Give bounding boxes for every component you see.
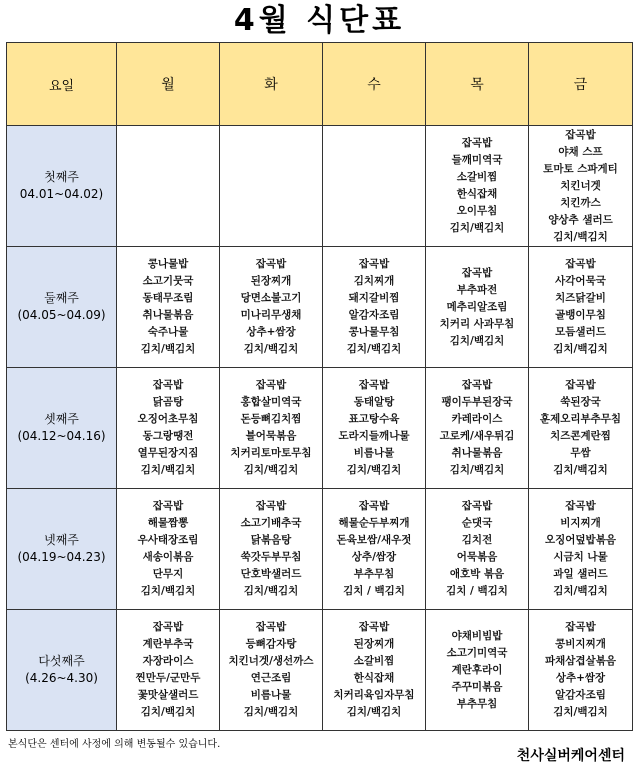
menu-item: 무쌈 [570,447,591,459]
menu-item: 비름나물 [250,689,292,701]
menu-item: 단호박샐러드 [240,568,302,580]
menu-item: 잡곡밥 [152,500,184,512]
header-tue: 화 [220,43,323,126]
week-range: (04.19~04.23) [17,550,106,564]
menu-item: 주꾸미볶음 [451,680,503,693]
week-label-cell [7,489,117,610]
menu-cell [220,247,323,368]
menu-item: 들깨미역국 [451,154,503,166]
menu-item: 김치전 [461,534,493,546]
menu-item: 야채 스프 [558,145,603,158]
week-name: 둘째주 [44,291,79,305]
menu-item: 잡곡밥 [565,258,596,270]
menu-cell [117,368,220,489]
menu-item: 동태무조림 [142,292,194,304]
week-name: 넷째주 [44,533,79,547]
menu-item: 상추/쌈장 [351,551,397,563]
week-range: (04.05~04.09) [17,308,106,322]
menu-item: 찐만두/군만두 [135,672,201,684]
menu-item: 김치/백김치 [140,706,196,718]
menu-item: 김치/백김치 [243,585,299,597]
menu-item: 계란후라이 [451,663,503,676]
menu-item: 김치/백김치 [449,334,505,347]
menu-item: 우사태장조림 [137,534,199,546]
menu-item: 취나물볶음 [142,309,194,321]
menu-item: 팽이두부된장국 [441,396,513,408]
menu-item: 치킨너겟/생선까스 [228,655,314,667]
menu-item: 김치/백김치 [243,343,299,355]
menu-item: 고로케/새우튀김 [439,430,515,442]
menu-item: 김치/백김치 [140,464,196,476]
week-row [7,126,633,247]
menu-item: 돼지갈비찜 [348,292,400,304]
menu-cell [426,126,529,247]
menu-item: 김치/백김치 [553,230,608,243]
menu-item: 콩비지찌개 [555,638,606,650]
week-row [7,368,633,489]
menu-item: 김치/백김치 [553,464,608,476]
menu-item: 김치 / 백김치 [343,585,405,597]
menu-item: 김치 / 백김치 [446,585,508,597]
menu-item: 잡곡밥 [152,379,184,391]
menu-item: 야채비빔밥 [451,629,503,642]
header-thu: 목 [426,43,529,126]
week-name: 셋째주 [44,412,79,426]
menu-item: 잡곡밥 [461,379,493,391]
week-name: 다섯째주 [38,654,85,668]
menu-item: 동태알탕 [353,396,395,408]
menu-item: 블어묵볶음 [245,430,297,442]
menu-item: 소갈비찜 [456,171,498,183]
menu-item: 잡곡밥 [565,128,596,141]
week-label-cell [7,610,117,731]
menu-item: 치커리육임자무침 [333,689,415,701]
menu-item: 비지찌개 [560,517,601,529]
week-range: 04.01~04.02) [19,187,104,201]
menu-cell [323,368,426,489]
menu-cell [220,368,323,489]
menu-cell [529,368,633,489]
menu-item: 해물순두부찌개 [338,517,410,529]
menu-item: 숙주나물 [147,326,189,338]
menu-item: 김치/백김치 [449,222,505,234]
menu-item: 시금치 나물 [553,551,608,563]
menu-item: 잡곡밥 [255,379,287,391]
menu-item: 부추파전 [456,283,498,296]
menu-item: 김치찌개 [353,275,395,287]
week-range: (4.26~4.30) [25,671,98,685]
menu-item: 메추리알조림 [446,300,508,313]
notice-text: 본식단은 센터에 사정에 의해 변동될수 있습니다. [8,739,221,750]
menu-item: 치킨너겟 [560,179,601,192]
menu-item: 순댓국 [461,517,493,529]
menu-cell [323,489,426,610]
menu-cell [117,247,220,368]
menu-item: 취나물볶음 [451,447,503,459]
menu-item: 김치/백김치 [140,343,196,355]
menu-cell [426,368,529,489]
menu-item: 상추+쌈장 [555,672,606,684]
menu-item: 한식잡채 [353,672,395,684]
menu-item: 치커리토마토무침 [230,447,312,459]
menu-item: 골뱅이무침 [555,309,606,321]
menu-item: 치즈닭갈비 [555,292,606,304]
menu-item: 오징어덮밥볶음 [544,534,616,546]
menu-item: 상추+쌈장 [246,326,296,338]
menu-item: 어묵볶음 [456,551,498,563]
menu-item: 잡곡밥 [152,621,184,633]
menu-item: 동그랑땡전 [142,430,194,442]
menu-item: 소고기배추국 [240,517,302,529]
menu-item: 김치/백김치 [346,706,402,718]
week-row [7,610,633,731]
menu-item: 잡곡밥 [565,379,596,391]
menu-cell [117,126,220,247]
menu-cell [220,489,323,610]
menu-cell [426,247,529,368]
menu-cell [117,489,220,610]
menu-item: 소갈비찜 [353,655,395,667]
menu-cell [323,126,426,247]
menu-item: 새송이볶음 [142,551,194,563]
menu-item: 잡곡밥 [461,137,493,149]
menu-cell [323,610,426,731]
menu-item: 자장라이스 [142,655,194,667]
menu-cell [426,489,529,610]
menu-item: 잡곡밥 [358,258,390,270]
menu-cell [220,126,323,247]
menu-cell [529,489,633,610]
menu-cell [117,610,220,731]
menu-item: 한식잡채 [456,188,498,200]
week-row [7,247,633,368]
menu-item: 잡곡밥 [358,379,390,391]
menu-item: 잡곡밥 [461,266,493,279]
day-label-header: 요일 [7,43,117,126]
menu-item: 잡곡밥 [358,500,390,512]
week-range: (04.12~04.16) [17,429,106,443]
menu-item: 양상추 샐러드 [548,213,613,226]
menu-item: 콩나물밥 [147,258,189,270]
menu-cell [529,247,633,368]
menu-item: 쑥된장국 [560,396,601,408]
menu-item: 콩나물무침 [348,326,400,338]
menu-item: 연근조림 [250,672,292,684]
menu-item: 비름나물 [353,447,395,459]
menu-item: 모듬샐러드 [555,326,606,338]
menu-item: 김치/백김치 [553,343,608,355]
menu-item: 잡곡밥 [461,500,493,512]
menu-item: 알감자조림 [348,309,400,321]
menu-item: 사각어묵국 [555,275,606,287]
menu-item: 해물짬뽕 [147,517,189,529]
menu-item: 오이무침 [456,205,498,217]
page-title: 4월 식단표 [233,3,406,38]
menu-cell [323,247,426,368]
menu-item: 훈제오리부추무침 [539,413,622,425]
menu-cell [529,126,633,247]
menu-item: 알감자조림 [555,689,606,701]
week-label-cell [7,368,117,489]
menu-item: 부추무침 [456,697,498,710]
menu-item: 오징어초무침 [137,413,199,425]
menu-item: 부추무침 [353,568,395,580]
menu-item: 김치/백김치 [449,464,505,476]
menu-item: 김치/백김치 [346,343,402,355]
menu-item: 단무지 [152,568,184,580]
menu-item: 잡곡밥 [565,500,596,512]
menu-item: 김치/백김치 [140,585,196,597]
menu-item: 도라지들깨나물 [338,430,410,442]
menu-item: 미나리무생채 [240,309,302,321]
menu-item: 쑥갓두부무침 [240,551,302,563]
menu-item: 카레라이스 [451,413,503,425]
menu-item: 돈육보쌈/새우젓 [336,534,412,546]
menu-item: 잡곡밥 [255,258,287,270]
menu-item: 표고탕수육 [348,413,400,425]
menu-item: 치킨까스 [560,196,601,209]
center-name: 천사실버케어센터 [516,748,625,764]
menu-item: 닭곰탕 [152,396,184,408]
menu-item: 잡곡밥 [565,621,596,633]
menu-cell [220,610,323,731]
menu-item: 소고기뭇국 [142,275,194,287]
menu-item: 김치/백김치 [243,464,299,476]
menu-item: 김치/백김치 [553,706,608,718]
week-row [7,489,633,610]
menu-item: 김치/백김치 [346,464,402,476]
menu-item: 된장찌개 [250,275,292,287]
menu-cell [426,610,529,731]
menu-item: 과일 샐러드 [553,568,608,580]
menu-item: 등뼈감자탕 [245,638,297,650]
menu-item: 잡곡밥 [255,621,287,633]
menu-item: 토마토 스파게티 [543,162,618,175]
menu-item: 파채삼겹살볶음 [544,655,616,667]
menu-item: 닭볶음탕 [250,534,292,546]
week-name: 첫째주 [44,170,79,184]
week-label-cell [7,247,117,368]
menu-item: 김치/백김치 [553,585,608,597]
header-wed: 수 [323,43,426,126]
header-mon: 월 [117,43,220,126]
menu-item: 홍합살미역국 [240,396,302,408]
menu-item: 치즈콘계란찜 [550,430,611,442]
menu-item: 된장찌개 [353,638,395,650]
menu-item: 계란부추국 [142,638,194,650]
menu-item: 잡곡밥 [255,500,287,512]
header-fri: 금 [529,43,633,126]
menu-cell [529,610,633,731]
menu-item: 소고기미역국 [446,646,508,659]
menu-item: 당면소불고기 [240,292,302,304]
week-label-cell [7,126,117,247]
menu-item: 열무된장지짐 [137,447,199,459]
header-row [7,43,633,126]
menu-item: 김치/백김치 [243,706,299,718]
menu-item: 잡곡밥 [358,621,390,633]
menu-item: 치커리 사과무침 [439,317,515,330]
menu-item: 애호박 볶음 [449,568,505,580]
menu-table [6,42,633,731]
menu-item: 꽃맛살샐러드 [137,689,199,701]
menu-item: 돈등뼈김치찜 [240,413,302,425]
